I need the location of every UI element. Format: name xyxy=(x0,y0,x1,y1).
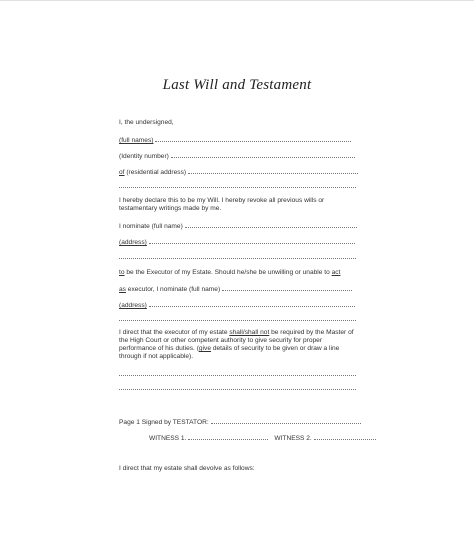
address-label-1: (address) xyxy=(119,239,147,246)
full-names-label: (full names) xyxy=(119,137,154,144)
identity-label: (Identity number) xyxy=(119,153,169,160)
devolve-line xyxy=(119,465,255,473)
executor-prefix: to xyxy=(119,269,125,276)
executor-act: act xyxy=(331,269,341,276)
residential-label: (residential address) xyxy=(126,169,187,176)
security-blank-1[interactable] xyxy=(119,369,356,376)
declaration-paragraph: I hereby declare this to be my Will. I hereby revoke all previous wills or testamentary writings made by me. xyxy=(119,197,325,212)
residential-blank[interactable] xyxy=(188,167,358,174)
alt-executor-blank[interactable] xyxy=(222,284,352,291)
witness-1-blank[interactable] xyxy=(188,433,268,440)
nominate-line xyxy=(119,221,357,231)
identity-blank[interactable] xyxy=(171,151,355,158)
address-blank-2b[interactable] xyxy=(119,314,356,321)
witness-2-blank[interactable] xyxy=(314,433,376,440)
witness-line xyxy=(119,433,376,443)
devolve-text: I direct that my estate shall devolve as follows: xyxy=(119,465,255,472)
page-signed-label: Page 1 Signed by TESTATOR: xyxy=(119,419,209,426)
as-label: as xyxy=(119,286,126,293)
full-names-line xyxy=(119,135,351,145)
intro-line xyxy=(119,119,174,127)
residential-line xyxy=(119,167,358,177)
document-title: Last Will and Testament xyxy=(162,77,312,93)
intro-text: I, the undersigned, xyxy=(119,119,174,126)
testator-signature-blank[interactable] xyxy=(211,417,361,424)
address-line-2 xyxy=(119,300,355,310)
witness-1-label: WITNESS 1. xyxy=(149,435,187,442)
security-blank-2[interactable] xyxy=(119,383,356,390)
address-line-1 xyxy=(119,237,355,247)
address-blank-1b[interactable] xyxy=(119,252,356,259)
executor-line xyxy=(119,269,359,277)
security-text-1: I direct that the executor of my estate xyxy=(119,329,230,336)
residential-blank-2[interactable] xyxy=(119,181,356,188)
of-label: of xyxy=(119,169,125,176)
security-text-3: details of security to be given or draw a line through if not applicable). xyxy=(119,345,340,360)
nominate-blank[interactable] xyxy=(185,221,357,228)
address-blank-2[interactable] xyxy=(149,300,355,307)
address-label-2: (address) xyxy=(119,302,147,309)
address-blank-1[interactable] xyxy=(149,237,355,244)
nominate-label: I nominate (full name) xyxy=(119,223,183,230)
executor-text: be the Executor of my Estate. Should he/she be unwilling or unable to xyxy=(124,269,332,276)
security-give: give xyxy=(198,345,212,352)
identity-line xyxy=(119,151,355,161)
alt-executor-label: executor, I nominate (full name) xyxy=(125,286,221,293)
witness-2-label: WITNESS 2. xyxy=(274,435,312,442)
security-text-2: be required by the Master of the High Court or other competent authority to give security for proper performance of his duties. ( xyxy=(119,329,354,352)
alt-executor-line xyxy=(119,284,352,294)
security-shall: shall/shall not xyxy=(229,329,270,336)
page-signed-line xyxy=(119,417,361,427)
full-names-blank[interactable] xyxy=(155,135,351,142)
security-paragraph xyxy=(119,329,359,361)
